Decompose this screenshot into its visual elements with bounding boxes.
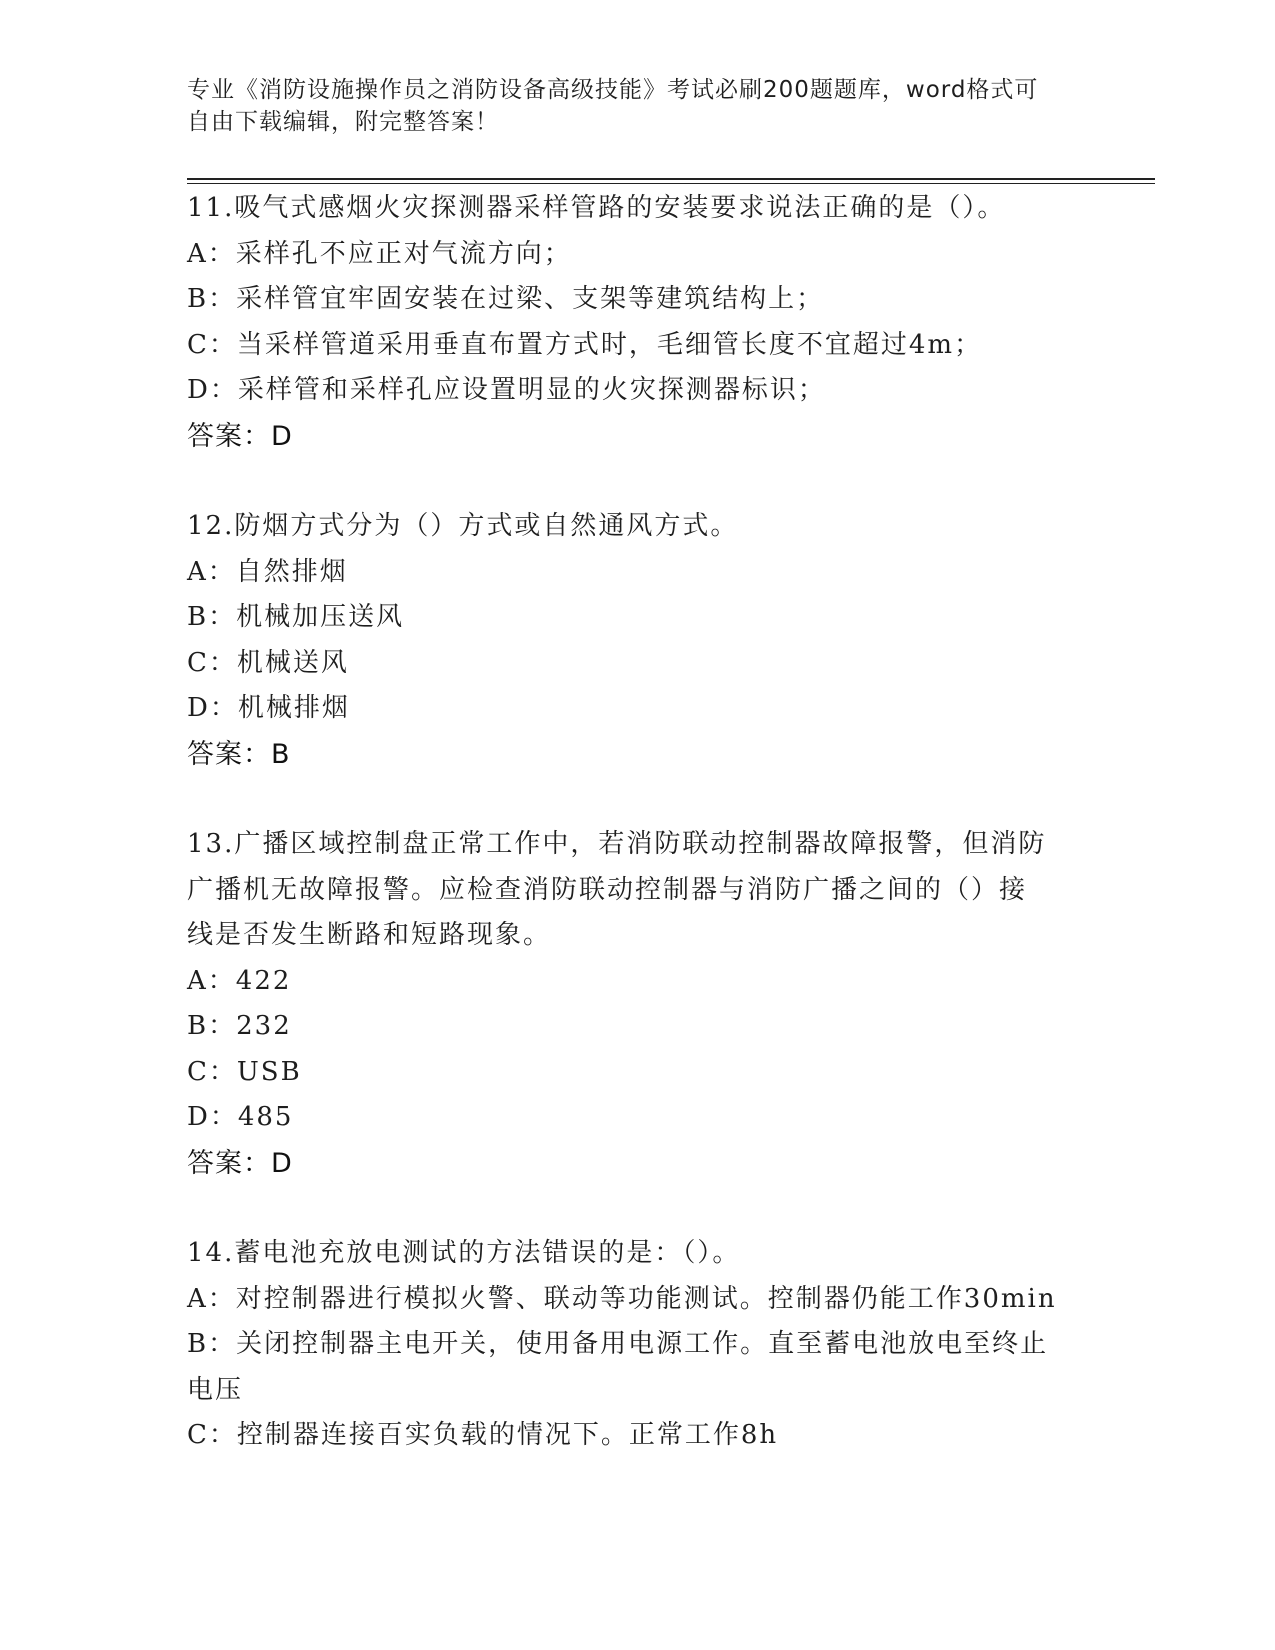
option-d: D：485 bbox=[187, 1102, 294, 1132]
answer: 答案：D bbox=[187, 420, 293, 452]
spacer bbox=[187, 459, 1087, 504]
option-c: C：控制器连接百实负载的情况下。正常工作8h bbox=[187, 1420, 779, 1450]
question-stem: 14.蓄电池充放电测试的方法错误的是：（）。 bbox=[187, 1238, 741, 1268]
option-b: B：机械加压送风 bbox=[187, 602, 405, 632]
option-d: D：机械排烟 bbox=[187, 693, 350, 723]
question-list bbox=[187, 186, 1087, 1459]
question-stem-line-1: 13.广播区域控制盘正常工作中，若消防联动控制器故障报警，但消防 bbox=[187, 829, 1047, 859]
header-line-2: 自由下载编辑，附完整答案！ bbox=[187, 109, 499, 135]
option-b: B：232 bbox=[187, 1011, 292, 1041]
option-d: D：采样管和采样孔应设置明显的火灾探测器标识； bbox=[187, 375, 826, 405]
answer: 答案：D bbox=[187, 1147, 293, 1179]
question-13 bbox=[187, 822, 1087, 1186]
option-b: B：关闭控制器主电开关，使用备用电源工作。直至蓄电池放电至终止 bbox=[187, 1329, 1049, 1359]
option-b: B：采样管宜牢固安装在过梁、支架等建筑结构上； bbox=[187, 284, 825, 314]
header-line-1: 专业《消防设施操作员之消防设备高级技能》考试必刷200题题库，word格式可 bbox=[187, 77, 1039, 103]
option-c: C：USB bbox=[187, 1056, 302, 1087]
spacer bbox=[187, 777, 1087, 822]
header-divider-thick bbox=[187, 178, 1155, 180]
question-12 bbox=[187, 504, 1087, 777]
question-11 bbox=[187, 186, 1087, 459]
option-a: A：采样孔不应正对气流方向； bbox=[187, 238, 572, 269]
option-a: A：自然排烟 bbox=[187, 556, 348, 587]
option-c: C：当采样管道采用垂直布置方式时，毛细管长度不宜超过4m； bbox=[187, 329, 983, 360]
option-c: C：机械送风 bbox=[187, 647, 349, 678]
answer: 答案：B bbox=[187, 738, 291, 770]
question-stem: 11.吸气式感烟火灾探测器采样管路的安装要求说法正确的是（）。 bbox=[187, 193, 1006, 223]
option-b-continued: 电压 bbox=[187, 1374, 244, 1405]
document-header bbox=[187, 74, 1087, 138]
option-a: A：422 bbox=[187, 965, 292, 996]
header-divider-thin bbox=[187, 183, 1155, 184]
question-stem-line-2: 广播机无故障报警。应检查消防联动控制器与消防广播之间的（）接 bbox=[187, 874, 1028, 905]
question-stem: 12.防烟方式分为（）方式或自然通风方式。 bbox=[187, 511, 739, 541]
question-stem-line-3: 线是否发生断路和短路现象。 bbox=[187, 920, 552, 950]
question-14 bbox=[187, 1231, 1087, 1459]
spacer bbox=[187, 1186, 1087, 1231]
option-a: A：对控制器进行模拟火警、联动等功能测试。控制器仍能工作30min bbox=[187, 1283, 1057, 1314]
